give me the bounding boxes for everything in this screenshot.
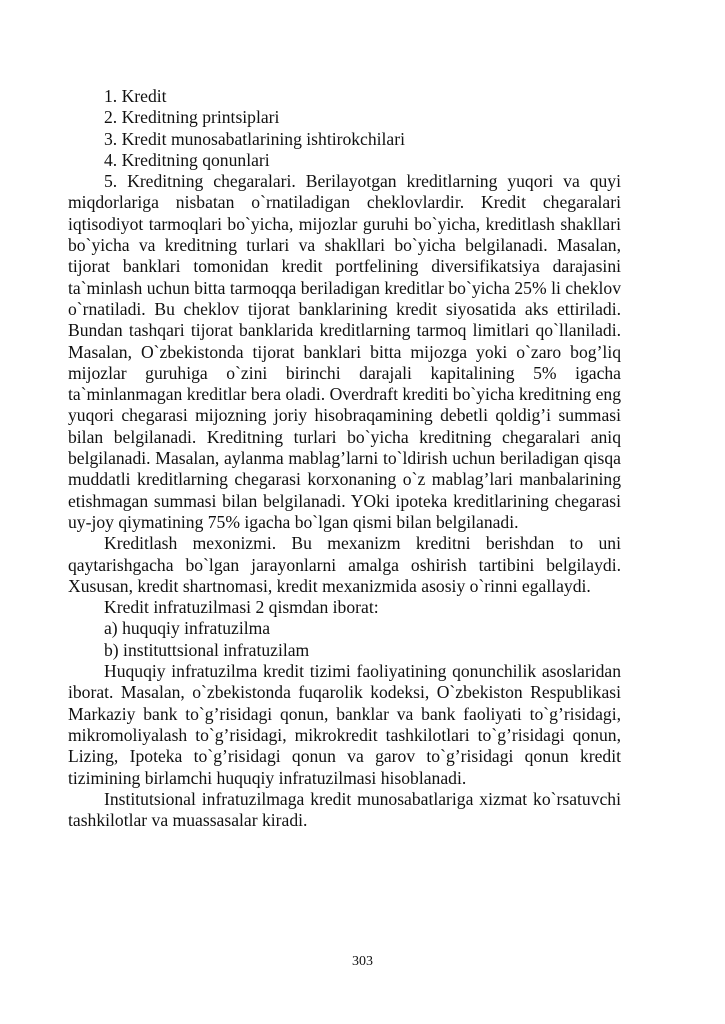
page-number: 303 bbox=[352, 954, 373, 969]
paragraph-institutional-item: b) instituttsional infratuzilam bbox=[104, 639, 310, 660]
list-item-1: 1. Kredit bbox=[104, 86, 167, 106]
list-item-2: 2. Kreditning printsiplari bbox=[104, 107, 280, 128]
paragraph-legal-infrastructure: Huquqiy infratuzilma kredit tizimi faoliyatining qonunchilik asoslaridan iborat. Masalan, o`zbekistonda fuqarolik kodeksi, O`zbekiston Respublikasi Markaziy bank to`g’risidagi qonun, banklar va bank faoliyati to`g’risidagi, mikromoliyalash to`g’risidagi, mikrokredit tashkilotlari to`g’risidagi qonun, Lizing, Ipoteka to`g’risidagi qonun va garov to`g’risidagi qonun kredit tizimining birlamchi huquqiy infratuzilmasi hisoblanadi. bbox=[68, 661, 621, 788]
list-item-3: 3. Kredit munosabatlarining ishtirokchilari bbox=[104, 128, 405, 149]
paragraph-legal-item: a) huquqiy infratuzilma bbox=[104, 618, 271, 639]
paragraph-infrastructure-intro: Kredit infratuzilmasi 2 qismdan iborat: bbox=[104, 597, 379, 618]
paragraph-credit-mechanism: Kreditlash mexonizmi. Bu mexanizm kreditni berishdan to uni qaytarishgacha bo`lgan jarayonlarni amalga oshirish tartibini belgilaydi. Xususan, kredit shartnomasi, kredit mexanizmida asosiy o`rinni egallaydi. bbox=[68, 533, 621, 596]
list-item-4: 4. Kreditning qonunlari bbox=[104, 149, 270, 170]
page-body bbox=[68, 86, 621, 831]
paragraph-credit-limits: 5. Kreditning chegaralari. Berilayotgan kreditlarning yuqori va quyi miqdorlariga nisbatan o`rnatiladigan cheklovlardir. Kredit chegaralari iqtisodiyot tarmoqlari bo`yicha, mijozlar guruhi bo`yicha, kreditlash shakllari bo`yicha va kreditning turlari va shakllari bo`yicha belgilanadi. Masalan, tijorat banklari tomonidan kredit portfelining diversifikatsiya darajasini ta`minlash uchun bitta tarmoqqa beriladigan kreditlar bo`yicha 25% li cheklov o`rnatiladi. Bu cheklov tijorat banklarining kredit siyosatida aks ettiriladi. Bundan tashqari tijorat banklarida kreditlarning tarmoq limitlari qo`llaniladi. Masalan, O`zbekistonda tijorat banklari bitta mijozga yoki o`zaro bog’liq mijozlar guruhiga o`zini birinchi darajali kapitalining 5% igacha ta`minlanmagan kreditlar bera oladi. Overdraft krediti bo`yicha kreditning eng yuqori chegarasi mijozning joriy hisobraqamining debetli qoldig’i summasi bilan belgilanadi. Kreditning turlari bo`yicha kreditning chegaralari aniq belgilanadi. Masalan, aylanma mablag’larni to`ldirish uchun beriladigan qisqa muddatli kreditlarning chegarasi korxonaning o`z mablag’lari manbalarining etishmagan summasi bilan belgilanadi. YOki ipoteka kreditlarining chegarasi uy-joy qiymatining 75% igacha bo`lgan qismi bilan belgilanadi. bbox=[68, 171, 621, 532]
paragraph-institutional-infrastructure: Institutsional infratuzilmaga kredit munosabatlariga xizmat ko`rsatuvchi tashkilotlar va muassasalar kiradi. bbox=[68, 788, 621, 831]
